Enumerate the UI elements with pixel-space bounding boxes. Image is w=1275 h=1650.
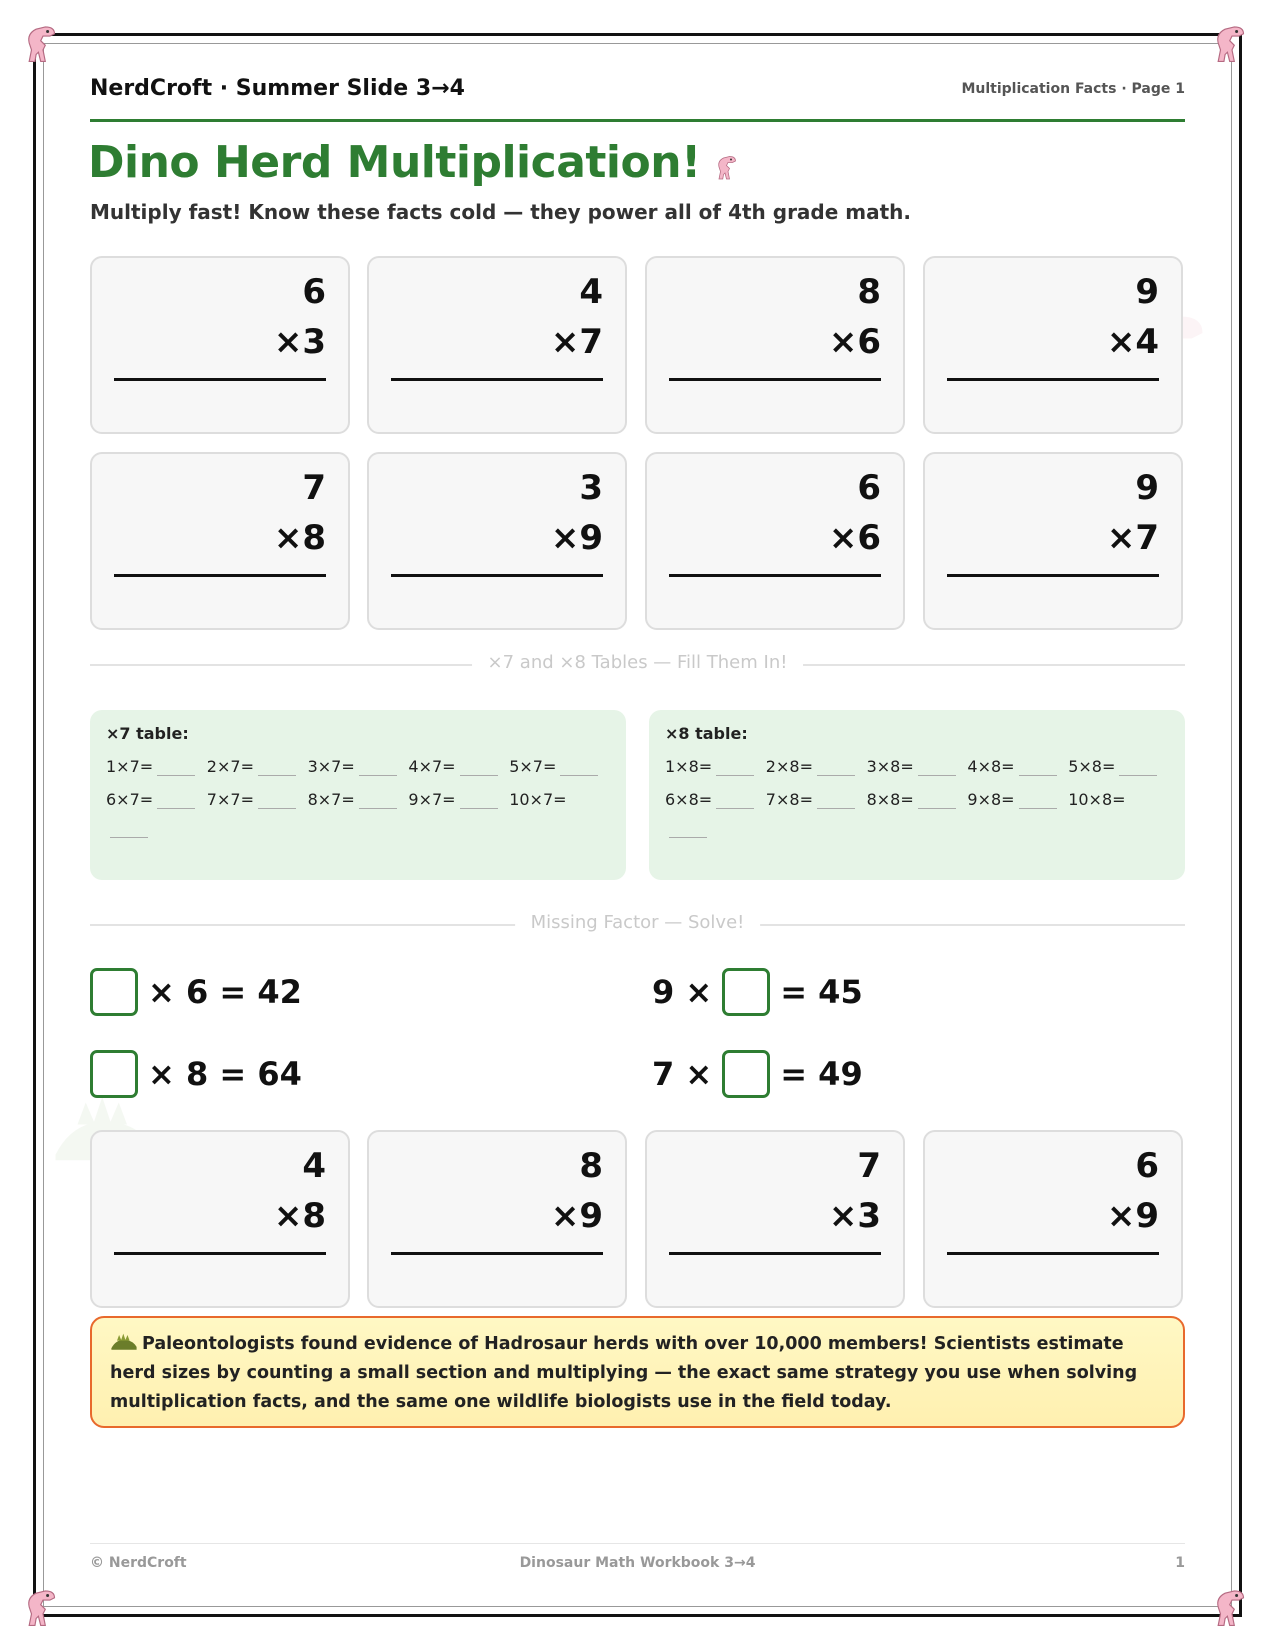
problem-card [90,452,350,630]
brand-header: NerdCroft · Summer Slide 3→4 [90,76,465,101]
table-item [867,790,968,809]
answer-line[interactable] [669,574,881,577]
answer-blank[interactable] [817,759,855,776]
fact-text: 8×8= [866,790,914,809]
fact-text: 9×7= [408,790,456,809]
answer-blank[interactable] [918,792,956,809]
answer-blank[interactable] [817,792,855,809]
problem-top: 4 [302,1146,326,1186]
problem-bottom: ×6 [828,518,881,558]
answer-blank[interactable] [359,792,397,809]
problem-card [645,1130,905,1308]
table-item [1068,757,1169,776]
problem-bottom: ×3 [273,322,326,362]
fun-fact-box [90,1316,1185,1428]
table-item [766,757,867,776]
answer-blank[interactable] [157,792,195,809]
problem-bottom: ×9 [550,518,603,558]
problem-top: 8 [579,1146,603,1186]
answer-line[interactable] [114,1252,326,1255]
answer-blank[interactable] [716,759,754,776]
answer-blank[interactable] [157,759,195,776]
answer-line[interactable] [391,1252,603,1255]
answer-blank[interactable] [918,759,956,776]
table-item [308,790,409,809]
problem-top: 6 [857,468,881,508]
fact-text: 1×7= [106,757,154,776]
problem-top: 7 [857,1146,881,1186]
table-item [967,790,1068,809]
table-item [308,757,409,776]
times-seven-table [90,710,626,880]
problem-card [923,256,1183,434]
table-item [106,757,207,776]
answer-blank[interactable] [669,823,707,838]
answer-box[interactable] [90,1050,138,1098]
dinosaur-icon [20,1584,66,1630]
missing-factor-section-divider [90,914,1185,934]
fact-text: 2×7= [206,757,254,776]
answer-blank[interactable] [460,792,498,809]
table-item [106,790,207,809]
answer-blank[interactable] [258,792,296,809]
problem-card [645,256,905,434]
missing-factor-problem [90,1050,302,1098]
problem-bottom: ×8 [273,518,326,558]
problem-bottom: ×8 [273,1196,326,1236]
problem-card [923,452,1183,630]
table-item [766,790,867,809]
table-item [867,757,968,776]
footer-rule [90,1543,1185,1544]
answer-line[interactable] [669,1252,881,1255]
table-row [665,790,1169,809]
fact-text: 1×8= [665,757,713,776]
fact-text: 3×7= [307,757,355,776]
fact-text: 5×7= [509,757,557,776]
answer-line[interactable] [947,574,1159,577]
table-item [408,757,509,776]
fact-text: 2×8= [765,757,813,776]
answer-line[interactable] [947,378,1159,381]
table-item [207,790,308,809]
equation-text: = 45 [780,973,863,1011]
equation-text: 7 × [652,1055,713,1093]
header-rule [90,119,1185,122]
answer-line[interactable] [947,1252,1159,1255]
equation-text: × 6 = 42 [148,973,302,1011]
fact-text: 4×8= [967,757,1015,776]
problem-top: 8 [857,272,881,312]
problem-card [367,452,627,630]
fact-text: 7×8= [765,790,813,809]
problem-top: 9 [1135,272,1159,312]
problem-top: 6 [1135,1146,1159,1186]
page-title-text: Dino Herd Multiplication! [88,137,701,188]
missing-factor-problem [652,1050,863,1098]
page-info: Multiplication Facts · Page 1 [961,81,1185,97]
missing-factor-problem [652,968,863,1016]
section-label: ×7 and ×8 Tables — Fill Them In! [472,652,804,673]
stegosaurus-icon [110,1330,138,1354]
equation-text: × 8 = 64 [148,1055,302,1093]
fact-text: 7×7= [206,790,254,809]
problem-card [90,1130,350,1308]
answer-blank[interactable] [1019,792,1057,809]
dinosaur-icon [713,152,743,182]
table-item [665,757,766,776]
problem-bottom: ×9 [1106,1196,1159,1236]
footer-copyright: © NerdCroft [90,1555,187,1571]
answer-line[interactable] [391,574,603,577]
answer-box[interactable] [90,968,138,1016]
equation-text: = 49 [780,1055,863,1093]
fact-text: 10×8= [1068,790,1126,809]
table-row [106,757,610,776]
answer-blank[interactable] [716,792,754,809]
table-item [967,757,1068,776]
problem-bottom: ×3 [828,1196,881,1236]
problem-card [367,256,627,434]
problem-bottom: ×4 [1106,322,1159,362]
table-label: ×7 table: [106,724,189,743]
equation-text: 9 × [652,973,713,1011]
problem-top: 6 [302,272,326,312]
answer-line[interactable] [114,378,326,381]
answer-line[interactable] [391,378,603,381]
answer-blank[interactable] [359,759,397,776]
problem-card [90,256,350,434]
answer-box[interactable] [722,968,770,1016]
answer-blank[interactable] [460,759,498,776]
answer-line[interactable] [669,378,881,381]
table-item [207,757,308,776]
section-label: Missing Factor — Solve! [515,912,761,933]
dinosaur-icon [1209,1584,1255,1630]
table-item [408,790,509,809]
table-row [106,790,610,809]
fun-fact-text: Paleontologists found evidence of Hadrosaur herds with over 10,000 members! Scientists estimate herd sizes by counting a small section and multiplying — the exact same strategy you use when solving multiplication facts, and the same one wildlife biologists use in the field today. [110,1334,1138,1412]
table-item [509,790,610,809]
dinosaur-icon [1209,20,1255,66]
problem-card [645,452,905,630]
missing-factor-problem [90,968,302,1016]
problem-top: 9 [1135,468,1159,508]
problem-top: 3 [579,468,603,508]
table-label: ×8 table: [665,724,748,743]
answer-blank[interactable] [1119,759,1157,776]
table-item [665,790,766,809]
answer-blank[interactable] [560,759,598,776]
table-row [665,757,1169,776]
tables-section-divider [90,654,1185,674]
answer-blank[interactable] [1019,759,1057,776]
fact-text: 10×7= [509,790,567,809]
problem-bottom: ×7 [550,322,603,362]
fact-text: 6×8= [665,790,713,809]
fact-text: 9×8= [967,790,1015,809]
problem-top: 7 [302,468,326,508]
problem-card [367,1130,627,1308]
problem-top: 4 [579,272,603,312]
problem-card [923,1130,1183,1308]
table-item [509,757,610,776]
page-title [88,137,743,188]
fact-text: 3×8= [866,757,914,776]
fact-text: 6×7= [106,790,154,809]
problem-bottom: ×9 [550,1196,603,1236]
times-eight-table [649,710,1185,880]
answer-line[interactable] [114,574,326,577]
fact-text: 5×8= [1068,757,1116,776]
page-number: 1 [1175,1555,1185,1571]
problem-bottom: ×7 [1106,518,1159,558]
subtitle: Multiply fast! Know these facts cold — they power all of 4th grade math. [90,200,912,224]
dinosaur-icon [20,20,66,66]
fact-text: 8×7= [307,790,355,809]
answer-blank[interactable] [110,823,148,838]
fact-text: 4×7= [408,757,456,776]
answer-box[interactable] [722,1050,770,1098]
answer-blank[interactable] [258,759,296,776]
problem-bottom: ×6 [828,322,881,362]
footer-title: Dinosaur Math Workbook 3→4 [519,1555,756,1571]
table-item [1068,790,1169,809]
